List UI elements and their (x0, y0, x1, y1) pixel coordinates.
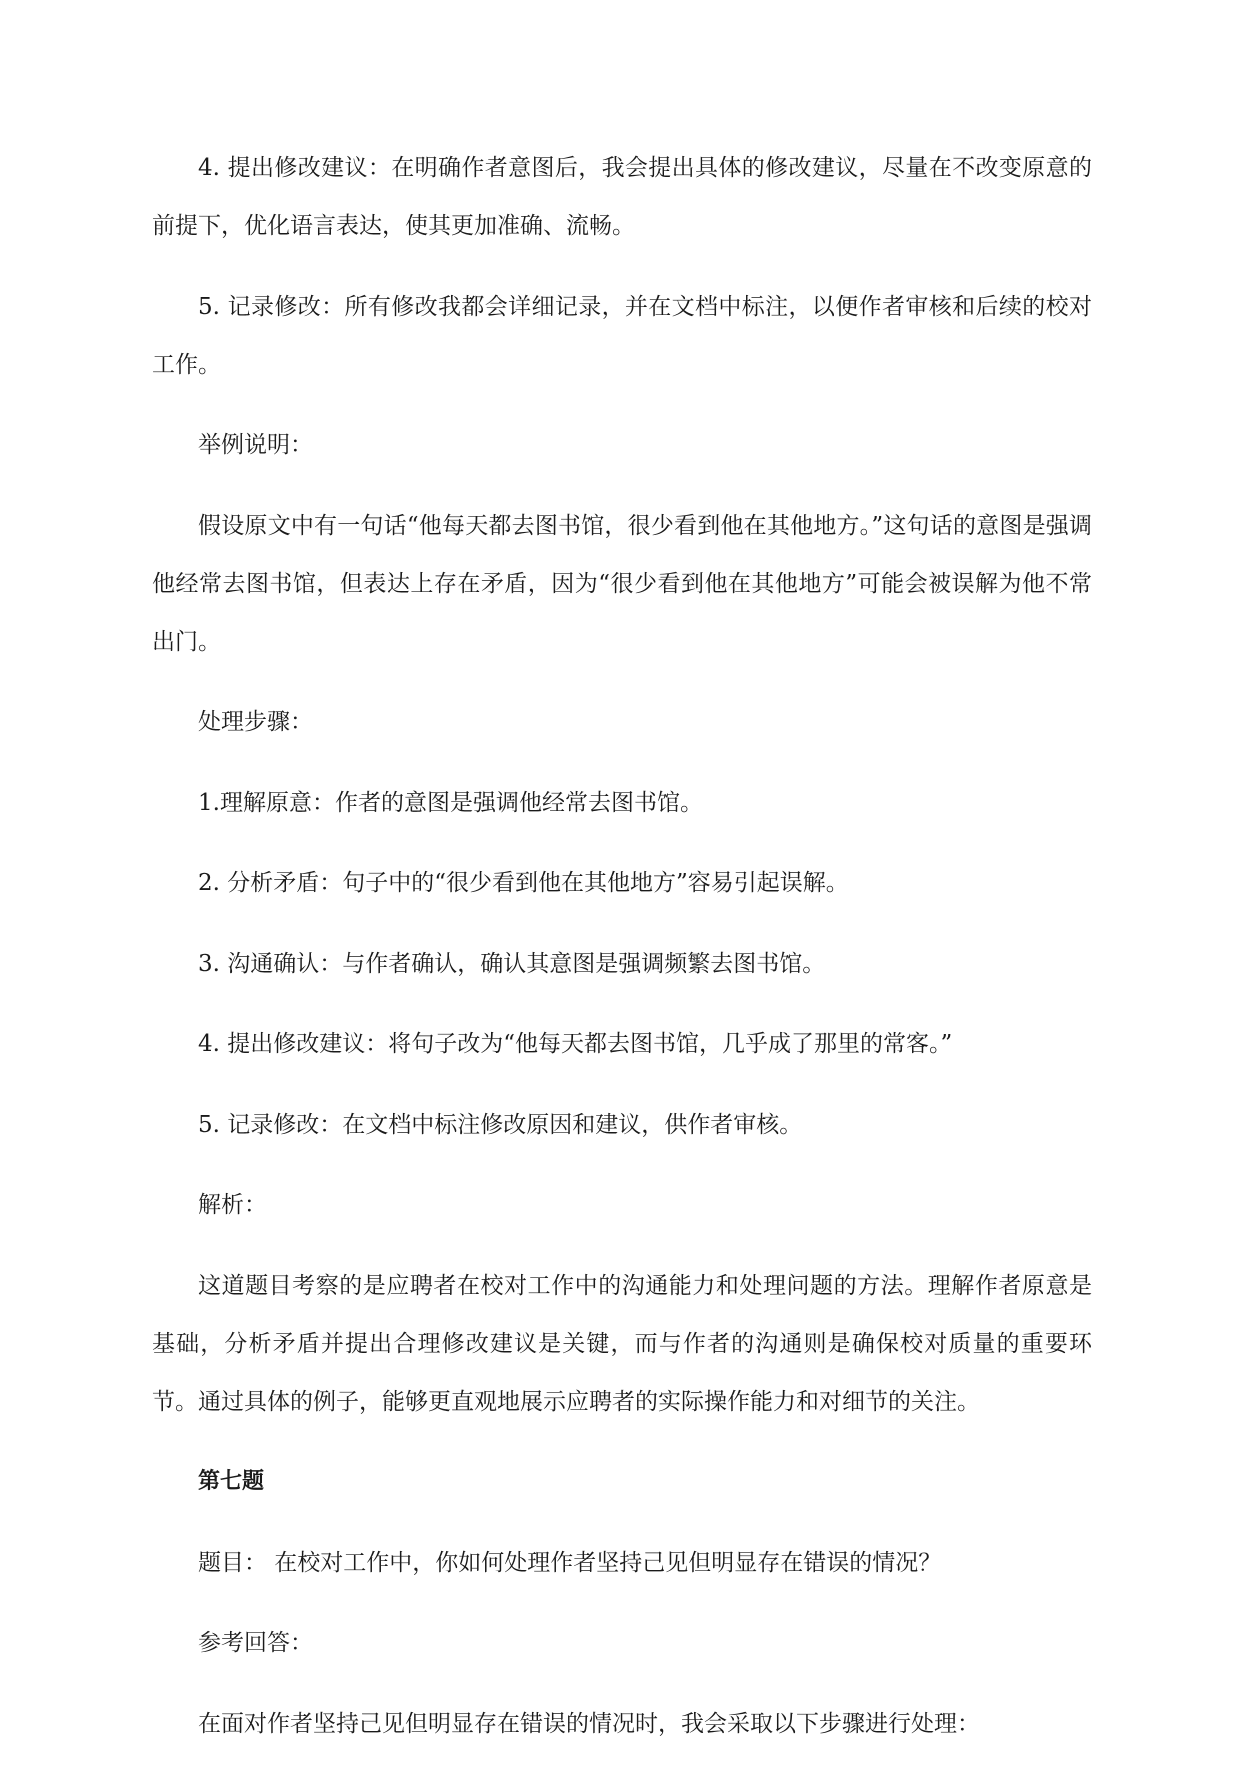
section-heading-question-7: 第七题 (198, 1469, 265, 1494)
paragraph-step-1: 1.理解原意：作者的意图是强调他经常去图书馆。 (198, 789, 703, 816)
paragraph-reference-answer-heading: 参考回答： (198, 1630, 313, 1656)
paragraph-steps-heading: 处理步骤： (198, 709, 313, 735)
paragraph-suggest-revision: 4. 提出修改建议：在明确作者意图后，我会提出具体的修改建议，尽量在不改变原意的前提下，优化语言表达，使其更加准确、流畅。 (152, 155, 1092, 239)
paragraph-answer-intro: 在面对作者坚持己见但明显存在错误的情况时，我会采取以下步骤进行处理： (198, 1710, 980, 1737)
paragraph-analysis-heading: 解析： (198, 1192, 267, 1218)
paragraph-step-3: 3. 沟通确认：与作者确认，确认其意图是强调频繁去图书馆。 (198, 950, 826, 977)
paragraph-step-4: 4. 提出修改建议：将句子改为“他每天都去图书馆，几乎成了那里的常客。” (198, 1031, 953, 1057)
paragraph-analysis-body: 这道题目考察的是应聘者在校对工作中的沟通能力和处理问题的方法。理解作者原意是基础，分析矛盾并提出合理修改建议是关键，而与作者的沟通则是确保校对质量的重要环节。通过具体的例子，能够更直观地展示应聘者的实际操作能力和对细节的关注。 (152, 1272, 1092, 1415)
paragraph-record-changes: 5. 记录修改：所有修改我都会详细记录，并在文档中标注，以便作者审核和后续的校对工作。 (152, 293, 1092, 378)
paragraph-question: 题目： 在校对工作中，你如何处理作者坚持己见但明显存在错误的情况？ (198, 1549, 942, 1576)
paragraph-example-body: 假设原文中有一句话“他每天都去图书馆，很少看到他在其他地方。”这句话的意图是强调他经常去图书馆，但表达上存在矛盾，因为“很少看到他在其他地方”可能会被误解为他不常出门。 (152, 512, 1092, 655)
paragraph-example-heading: 举例说明： (198, 432, 313, 458)
paragraph-step-2: 2. 分析矛盾：句子中的“很少看到他在其他地方”容易引起误解。 (198, 870, 849, 896)
paragraph-step-5: 5. 记录修改：在文档中标注修改原因和建议，供作者审核。 (198, 1111, 803, 1138)
document-body (152, 139, 1092, 1775)
